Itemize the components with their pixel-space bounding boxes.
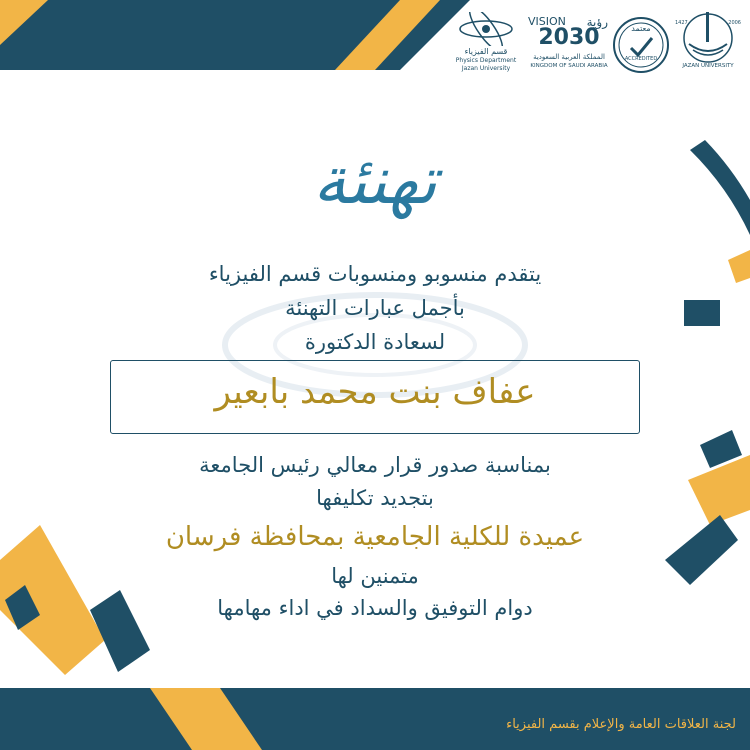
line-7: دوام التوفيق والسداد في اداء مهامها (217, 596, 533, 620)
vision-ar: رؤية (586, 15, 608, 29)
vision-year: 2030 (538, 25, 600, 50)
physics-en-2: Jazan University (461, 65, 511, 72)
line-5: بتجديد تكليفها (316, 486, 434, 510)
jazan-year-2: 2006 (728, 20, 741, 26)
physics-en-1: Physics Department (455, 57, 517, 64)
accredited-en: ACCREDITED (624, 56, 658, 62)
jazan-year-1: 1427 (675, 20, 688, 26)
logo-accredited (612, 16, 670, 74)
recipient-name: عفاف بنت محمد بابعير (214, 372, 536, 412)
line-2: بأجمل عبارات التهنئة (285, 296, 465, 320)
line-4: بمناسبة صدور قرار معالي رئيس الجامعة (199, 453, 551, 477)
footer-text: لجنة العلاقات العامة والإعلام بقسم الفيزياء (506, 717, 736, 732)
atom-icon (456, 12, 516, 46)
logo-physics (446, 10, 526, 80)
line-3: لسعادة الدكتورة (304, 330, 446, 354)
vision-en: VISION (528, 15, 566, 28)
kingdom-ar: المملكة العربية السعودية (533, 53, 605, 61)
congrats-title: تهنئة (312, 142, 437, 219)
line-1: يتقدم منسوبو ومنسوبات قسم الفيزياء (208, 262, 542, 286)
accredited-ar: معتمد (631, 24, 651, 33)
jazan-emblem-icon (675, 8, 741, 64)
jazan-en: JAZAN UNIVERSITY (682, 63, 734, 69)
line-6: متمنين لها (331, 564, 419, 588)
physics-ar: قسم الفيزياء (464, 47, 508, 56)
position-title: عميدة للكلية الجامعية بمحافظة فرسان (165, 522, 585, 552)
logo-vision-2030 (528, 16, 610, 80)
logo-jazan-university (675, 8, 741, 78)
kingdom-en: KINGDOM OF SAUDI ARABIA (530, 63, 608, 69)
